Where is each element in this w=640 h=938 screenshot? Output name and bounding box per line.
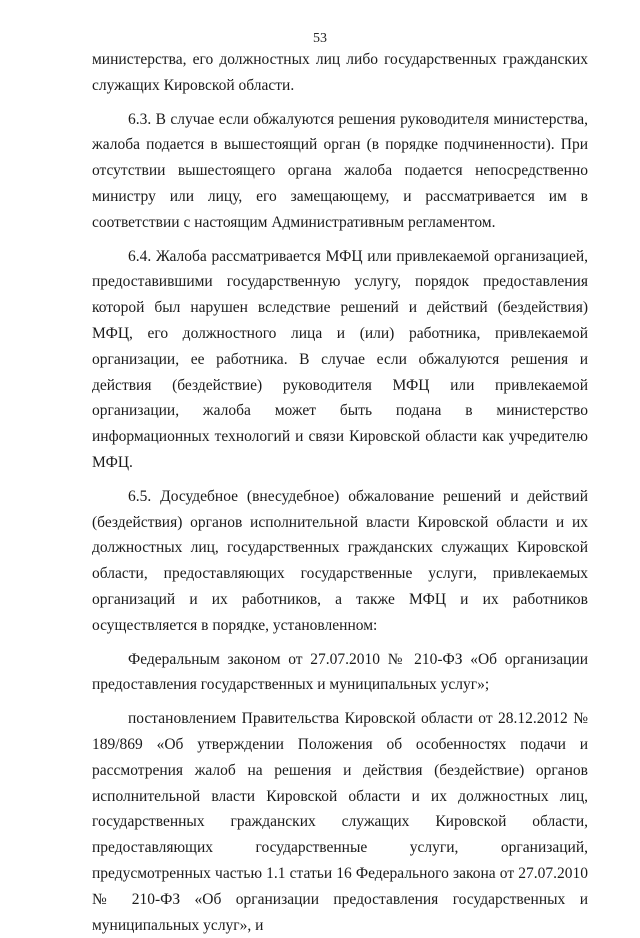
paragraph-6-3: 6.3. В случае если обжалуются решения руководителя министерства, жалоба подается в вышестоящий орган (в порядке подчиненности). При отсутствии вышестоящего органа жалоба подается непосредственно министру или лицу, его замещающему, и рассматривается им в соответствии с настоящим Административным регламентом. <box>92 110 588 231</box>
document-body <box>92 47 588 938</box>
paragraph-6-4: 6.4. Жалоба рассматривается МФЦ или привлекаемой организацией, предоставившими государственную услугу, порядок предоставления которой был нарушен вследствие решений и действий (бездействия) МФЦ, его должностного лица и (или) работника, привлекаемой организации, ее работника. В случае если обжалуются решения и действия (бездействие) руководителя МФЦ или привлекаемой организации, жалоба может быть подана в министерство информационных технологий и связи Кировской области как учредителю МФЦ. <box>92 247 588 471</box>
paragraph-government-resolution: постановлением Правительства Кировской области от 28.12.2012 № 189/869 «Об утверждении Положения об особенностях подачи и рассмотрения жалоб на решения и действия (бездействие) органов исполнительной власти Кировской области и их должностных лиц, государственных гражданских служащих Кировской области, предоставляющих государственные услуги, организаций, предусмотренных частью 1.1 статьи 16 Федерального закона от 27.07.2010 № 210-ФЗ «Об организации предоставления государственных и муниципальных услуг», и <box>92 710 588 934</box>
paragraph-continuation: министерства, его должностных лиц либо государственных гражданских служащих Кировской области. <box>92 51 588 94</box>
paragraph-6-5: 6.5. Досудебное (внесудебное) обжалование решений и действий (бездействия) органов исполнительной власти Кировской области и их должностных лиц, государственных гражданских служащих Кировской области, предоставляющих государственные услуги, привлекаемых организаций и их работников, а также МФЦ и их работников осуществляется в порядке, установленном: <box>92 487 588 634</box>
page-number: 53 <box>313 31 327 46</box>
paragraph-federal-law: Федеральным законом от 27.07.2010 № 210-ФЗ «Об организации предоставления государственных и муниципальных услуг»; <box>92 650 588 694</box>
